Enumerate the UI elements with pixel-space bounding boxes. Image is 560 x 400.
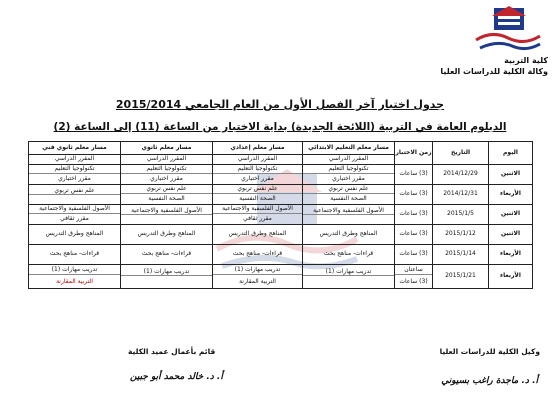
cell-duration: (3) ساعات bbox=[395, 185, 433, 205]
cell-date: 2014/12/29 bbox=[433, 165, 489, 185]
cell-primary-course: قراءات- مناهج بحث bbox=[303, 245, 395, 265]
table-header-row bbox=[29, 142, 533, 155]
cell-secondary-course bbox=[121, 185, 213, 205]
schedule-title: جدول اختبار آخر الفصل الأول من العام الجامعي 2015/2014 bbox=[115, 98, 445, 111]
subheader-course: المقرر الدراسي bbox=[121, 155, 213, 165]
acting-dean-signature-name: أ. د. خالد محمد أبو جبين bbox=[130, 372, 223, 382]
course-name: مقرر اختياري bbox=[332, 175, 365, 183]
cell-prep-course bbox=[213, 205, 303, 225]
cell-prep-course bbox=[213, 265, 303, 289]
course-name: تدريب مهارات (1) bbox=[213, 267, 302, 274]
cell-duration bbox=[395, 265, 433, 289]
duration-value: (3) ساعات bbox=[399, 278, 428, 286]
course-name: مقرر اختياري bbox=[241, 175, 274, 183]
course-name: مقرر اختياري bbox=[150, 175, 183, 183]
cell-secondary-course: المناهج وطرق التدريس bbox=[121, 225, 213, 245]
cell-prep-course: المناهج وطرق التدريس bbox=[213, 225, 303, 245]
course-name: الصحة النفسية bbox=[330, 195, 367, 203]
cell-duration: (3) ساعات bbox=[395, 165, 433, 185]
table-row bbox=[29, 225, 533, 245]
course-name: تكنولوجيا التعليم bbox=[29, 166, 120, 173]
acting-dean-title: قائم بأعمال عميد الكلية bbox=[128, 347, 216, 356]
cell-duration: (3) ساعات bbox=[395, 225, 433, 245]
exam-schedule-table bbox=[28, 141, 533, 289]
cell-date: 2014/12/31 bbox=[433, 185, 489, 205]
cell-primary-course bbox=[303, 205, 395, 225]
course-name: تدريب مهارات (1) bbox=[303, 269, 394, 276]
university-logo bbox=[472, 6, 544, 56]
cell-day: الاثنين bbox=[489, 165, 533, 185]
table-row bbox=[29, 205, 533, 225]
duration-value: ساعتان bbox=[395, 267, 432, 274]
header-day: اليوم bbox=[489, 142, 533, 165]
course-name: الأصول الفلسفية والاجتماعية bbox=[29, 206, 120, 213]
cell-primary-course bbox=[303, 265, 395, 289]
course-name: التربية المقارنة bbox=[56, 278, 93, 286]
course-name: علم نفس تربوي bbox=[29, 188, 120, 195]
cell-tech-secondary-course bbox=[29, 185, 121, 205]
cell-primary-course bbox=[303, 185, 395, 205]
header-date: التاريخ bbox=[433, 142, 489, 165]
cell-date: 2015/1/5 bbox=[433, 205, 489, 225]
course-name: تدريب مهارات (1) bbox=[29, 267, 120, 274]
cell-tech-secondary-course bbox=[29, 205, 121, 225]
cell-duration: (3) ساعات bbox=[395, 245, 433, 265]
course-name: تكنولوجيا التعليم bbox=[121, 166, 212, 173]
schedule-subtitle: الدبلوم العامة في التربية (اللائحة الجديدة) بداية الاختبار من الساعة (11) إلى الساعة (2) bbox=[53, 121, 507, 133]
subheader-course: المقرر الدراسي bbox=[213, 155, 303, 165]
header-primary-track: مسار معلم التعليم الابتدائي bbox=[303, 142, 395, 155]
header-duration: زمن الاختبار bbox=[395, 142, 433, 165]
course-name: الأصول الفلسفية والاجتماعية bbox=[121, 208, 212, 215]
table-row bbox=[29, 265, 533, 289]
cell-tech-secondary-course bbox=[29, 265, 121, 289]
vice-dean-title: وكيل الكلية للدراسات العليا bbox=[439, 347, 540, 356]
course-name: الصحة النفسية bbox=[148, 195, 185, 203]
cell-tech-secondary-course: قراءات- مناهج بحث bbox=[29, 245, 121, 265]
table-row bbox=[29, 245, 533, 265]
table-row bbox=[29, 185, 533, 205]
cell-secondary-course bbox=[121, 265, 213, 289]
header-prep-track: مسار معلم إعدادي bbox=[213, 142, 303, 155]
cell-duration: (3) ساعات bbox=[395, 205, 433, 225]
subheader-course: المقرر الدراسي bbox=[303, 155, 395, 165]
subheader-course: المقرر الدراسي bbox=[29, 155, 121, 165]
cell-day: الأربعاء bbox=[489, 245, 533, 265]
course-name: الصحة النفسية bbox=[239, 195, 276, 203]
course-name: التربية المقارنة bbox=[239, 278, 276, 286]
cell-secondary-course bbox=[121, 205, 213, 225]
cell-secondary-course: قراءات- مناهج بحث bbox=[121, 245, 213, 265]
course-name: تكنولوجيا التعليم bbox=[213, 166, 302, 173]
course-name: تدريب مهارات (1) bbox=[121, 269, 212, 276]
cell-day: الأربعاء bbox=[489, 185, 533, 205]
cell-prep-course bbox=[213, 185, 303, 205]
cell-tech-secondary-course bbox=[29, 165, 121, 185]
course-name: الأصول الفلسفية والاجتماعية bbox=[303, 208, 394, 215]
cell-primary-course bbox=[303, 165, 395, 185]
cell-date: 2015/1/14 bbox=[433, 245, 489, 265]
cell-prep-course bbox=[213, 165, 303, 185]
cell-date: 2015/1/12 bbox=[433, 225, 489, 245]
course-name: مقرر ثقافي bbox=[60, 215, 89, 223]
cell-secondary-course bbox=[121, 165, 213, 185]
course-name: الأصول الفلسفية والاجتماعية bbox=[213, 206, 302, 213]
cell-primary-course: المناهج وطرق التدريس bbox=[303, 225, 395, 245]
vice-dean-signature-name: أ. د. ماجدة راغب بسيوني bbox=[441, 376, 538, 386]
course-name: علم نفس تربوي bbox=[303, 186, 394, 193]
course-name: علم نفس تربوي bbox=[121, 186, 212, 193]
course-name: مقرر اختياري bbox=[58, 175, 91, 183]
cell-date: 2015/1/21 bbox=[433, 265, 489, 289]
cell-tech-secondary-course: المناهج وطرق التدريس bbox=[29, 225, 121, 245]
course-name: تكنولوجيا التعليم bbox=[303, 166, 394, 173]
cell-day: الاثنين bbox=[489, 225, 533, 245]
cell-day: الأربعاء bbox=[489, 265, 533, 289]
header-tech-secondary-track: مسار معلم ثانوي فني bbox=[29, 142, 121, 155]
vice-dean-office: وكالة الكلية للدراسات العليا bbox=[440, 67, 548, 76]
cell-prep-course: قراءات- مناهج بحث bbox=[213, 245, 303, 265]
faculty-name: كلية التربية bbox=[504, 56, 548, 65]
cell-day: الاثنين bbox=[489, 205, 533, 225]
table-row bbox=[29, 165, 533, 185]
header-secondary-track: مسار معلم ثانوي bbox=[121, 142, 213, 155]
course-name: علم نفس تربوي bbox=[213, 186, 302, 193]
course-name: مقرر ثقافي bbox=[243, 215, 272, 223]
